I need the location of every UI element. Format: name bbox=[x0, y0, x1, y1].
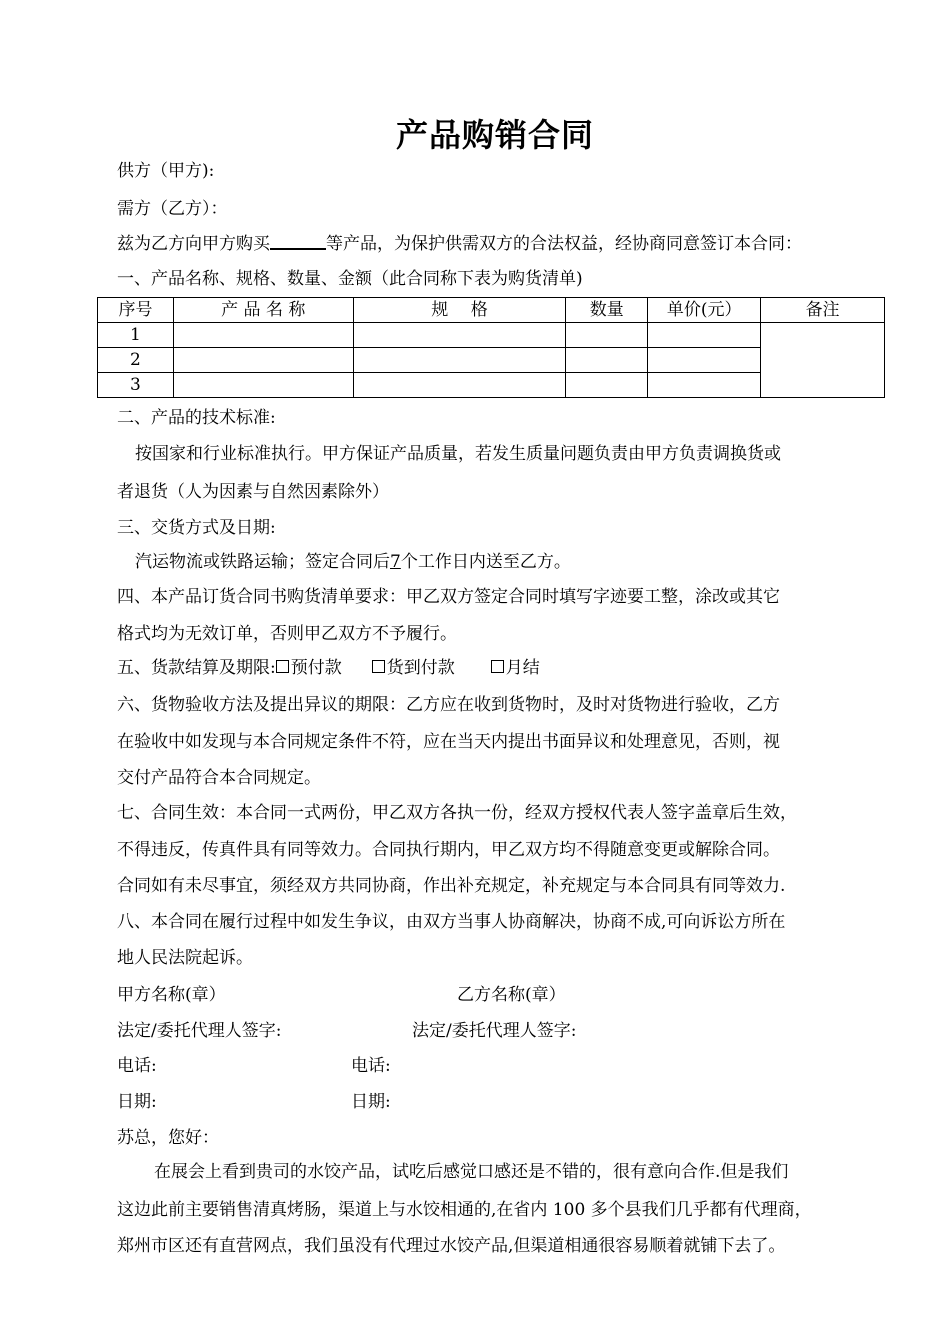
cell-quantity[interactable] bbox=[566, 373, 648, 398]
section-2-text: 按国家和行业标准执行。甲方保证产品质量，若发生质量问题负责由甲方负责调换货或 bbox=[135, 444, 781, 464]
delivery-text: 汽运物流或铁路运输；签定合同后 bbox=[135, 552, 390, 572]
party-a-phone: 电话: bbox=[117, 1056, 157, 1076]
table-row bbox=[98, 323, 885, 348]
page-title: 产品购销合同 bbox=[395, 116, 594, 154]
prepay-option[interactable] bbox=[276, 658, 342, 678]
intro-after: 等产品，为保护供需双方的合法权益，经协商同意签订本合同： bbox=[326, 234, 802, 254]
section-7-text: 七、合同生效：本合同一式两份，甲乙双方各执一份，经双方授权代表人签字盖章后生效， bbox=[117, 803, 797, 823]
party-b-phone: 电话: bbox=[351, 1056, 391, 1076]
header-unit-price: 单价(元） bbox=[648, 298, 761, 323]
header-index: 序号 bbox=[98, 298, 174, 323]
section-3-heading: 三、交货方式及日期: bbox=[117, 518, 276, 538]
intro-before: 兹为乙方向甲方购买 bbox=[117, 234, 270, 254]
option-label: 货到付款 bbox=[386, 658, 455, 678]
section-5-line bbox=[117, 653, 540, 678]
party-b-name: 乙方名称(章） bbox=[457, 985, 566, 1005]
cell-spec[interactable] bbox=[353, 323, 566, 348]
section-8-text: 八、本合同在履行过程中如发生争议，由双方当事人协商解决，协商不成,可向诉讼方所在 bbox=[117, 912, 786, 932]
party-b-date: 日期: bbox=[351, 1092, 391, 1112]
cod-option[interactable] bbox=[372, 658, 455, 678]
cell-remarks[interactable] bbox=[761, 323, 885, 398]
purchase-table bbox=[97, 297, 885, 398]
section-4-text: 格式均为无效订单，否则甲乙双方不予履行。 bbox=[117, 624, 457, 644]
cell-unit-price[interactable] bbox=[648, 373, 761, 398]
row-index: 2 bbox=[98, 348, 174, 373]
cell-unit-price[interactable] bbox=[648, 348, 761, 373]
section-7-text: 合同如有未尽事宜，须经双方共同协商，作出补充规定，补充规定与本合同具有同等效力. bbox=[117, 876, 786, 896]
party-a-name: 甲方名称(章） bbox=[117, 985, 226, 1005]
monthly-option[interactable] bbox=[491, 658, 540, 678]
letter-text: 在展会上看到贵司的水饺产品，试吃后感觉口感还是不错的，很有意向合作.但是我们 bbox=[154, 1162, 789, 1182]
checkbox-icon[interactable] bbox=[491, 660, 504, 673]
letter-greeting: 苏总，您好： bbox=[117, 1128, 219, 1148]
section-6-text: 交付产品符合本合同规定。 bbox=[117, 768, 321, 788]
checkbox-icon[interactable] bbox=[276, 660, 289, 673]
delivery-days: 7 bbox=[390, 552, 401, 572]
section-6-text: 在验收中如发现与本合同规定条件不符，应在当天内提出书面异议和处理意见，否则，视 bbox=[117, 732, 780, 752]
cell-quantity[interactable] bbox=[566, 323, 648, 348]
option-label: 预付款 bbox=[290, 658, 342, 678]
section-4-text: 四、本产品订货合同书购货清单要求：甲乙双方签定合同时填写字迹要工整，涂改或其它 bbox=[117, 587, 780, 607]
supplier-label: 供方（甲方): bbox=[117, 161, 215, 181]
buyer-label: 需方（乙方）： bbox=[117, 199, 228, 219]
cell-product-name[interactable] bbox=[173, 373, 353, 398]
delivery-text: 个工作日内送至乙方。 bbox=[400, 552, 571, 572]
checkbox-icon[interactable] bbox=[372, 660, 385, 673]
row-index: 1 bbox=[98, 323, 174, 348]
option-label: 月结 bbox=[505, 658, 540, 678]
section-1-heading: 一、产品名称、规格、数量、金额（此合同称下表为购货清单) bbox=[117, 269, 583, 289]
cell-product-name[interactable] bbox=[173, 323, 353, 348]
cell-unit-price[interactable] bbox=[648, 323, 761, 348]
product-blank bbox=[270, 230, 326, 250]
letter-text: 这边此前主要销售清真烤肠，渠道上与水饺相通的,在省内 100 多个县我们几乎都有代理商， bbox=[117, 1200, 812, 1220]
party-a-date: 日期: bbox=[117, 1092, 157, 1112]
party-a-signature: 法定/委托代理人签字: bbox=[117, 1021, 282, 1041]
section-2-text: 者退货（人为因素与自然因素除外） bbox=[117, 482, 389, 502]
header-remarks: 备注 bbox=[761, 298, 885, 323]
section-2-heading: 二、产品的技术标准: bbox=[117, 408, 276, 428]
cell-spec[interactable] bbox=[353, 348, 566, 373]
cell-product-name[interactable] bbox=[173, 348, 353, 373]
section-3-text bbox=[135, 547, 571, 572]
header-spec: 规 格 bbox=[353, 298, 566, 323]
header-product-name: 产 品 名 称 bbox=[173, 298, 353, 323]
section-5-heading: 五、货款结算及期限: bbox=[117, 658, 276, 678]
section-6-text: 六、货物验收方法及提出异议的期限：乙方应在收到货物时，及时对货物进行验收，乙方 bbox=[117, 695, 780, 715]
header-quantity: 数量 bbox=[566, 298, 648, 323]
cell-spec[interactable] bbox=[353, 373, 566, 398]
row-index: 3 bbox=[98, 373, 174, 398]
party-b-signature: 法定/委托代理人签字: bbox=[412, 1021, 577, 1041]
table-header-row bbox=[98, 298, 885, 323]
intro-line bbox=[117, 229, 802, 254]
letter-text: 郑州市区还有直营网点，我们虽没有代理过水饺产品,但渠道相通很容易顺着就铺下去了。 bbox=[117, 1236, 786, 1256]
section-8-text: 地人民法院起诉。 bbox=[117, 948, 253, 968]
cell-quantity[interactable] bbox=[566, 348, 648, 373]
section-7-text: 不得违反，传真件具有同等效力。合同执行期内，甲乙双方均不得随意变更或解除合同。 bbox=[117, 840, 780, 860]
